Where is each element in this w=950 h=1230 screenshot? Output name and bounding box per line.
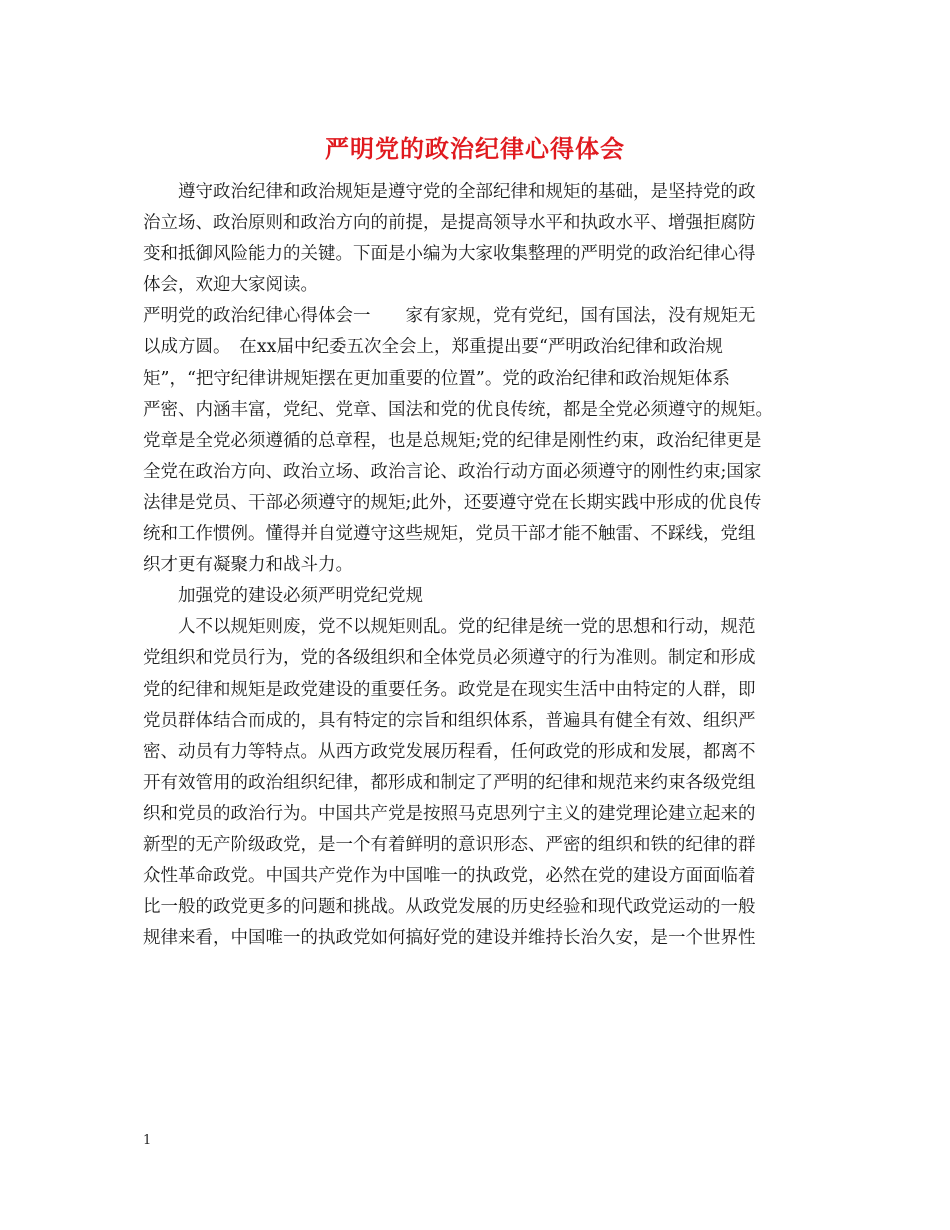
document-body <box>143 177 807 954</box>
text-line: 众性革命政党。中国共产党作为中国唯一的执政党，必然在党的建设方面面临着 <box>143 866 756 887</box>
text-line: 统和工作惯例。懂得并自觉遵守这些规矩，党员干部才能不触雷、不踩线，党组 <box>143 524 756 545</box>
text-line: 治立场、政治原则和政治方向的前提，是提高领导水平和执政水平、增强拒腐防 <box>143 213 756 234</box>
text-line: 人不以规矩则废，党不以规矩则乱。党的纪律是统一党的思想和行动，规范 <box>143 617 756 638</box>
text-line: 密、动员有力等特点。从西方政党发展历程看，任何政党的形成和发展，都离不 <box>143 741 756 762</box>
text-line: 全党在政治方向、政治立场、政治言论、政治行动方面必须遵守的刚性约束;国家 <box>143 461 762 482</box>
text-line: 开有效管用的政治组织纪律，都形成和制定了严明的纪律和规范来约束各级党组 <box>143 772 756 793</box>
text-line: 新型的无产阶级政党，是一个有着鲜明的意识形态、严密的组织和铁的纪律的群 <box>143 834 756 855</box>
text-line: 规律来看，中国唯一的执政党如何搞好党的建设并维持长治久安，是一个世界性 <box>143 928 756 949</box>
text-line: 以成方圆。 在xx届中纪委五次全会上，郑重提出要“严明政治纪律和政治规 <box>143 337 723 358</box>
text-line: 严密、内涵丰富，党纪、党章、国法和党的优良传统，都是全党必须遵守的规矩。 <box>143 399 773 420</box>
text-line: 法律是党员、干部必须遵守的规矩;此外，还要遵守党在长期实践中形成的优良传 <box>143 492 762 513</box>
page-number: 1 <box>143 1133 152 1148</box>
text-line: 变和抵御风险能力的关键。下面是小编为大家收集整理的严明党的政治纪律心得 <box>143 244 756 265</box>
text-line: 严明党的政治纪律心得体会一 家有家规，党有党纪，国有国法，没有规矩无 <box>143 306 756 327</box>
text-line: 党章是全党必须遵循的总章程，也是总规矩;党的纪律是刚性约束，政治纪律更是 <box>143 430 762 451</box>
text-line: 矩”，“把守纪律讲规矩摆在更加重要的位置”。党的政治纪律和政治规矩体系 <box>143 368 730 389</box>
document-title: 严明党的政治纪律心得体会 <box>325 134 625 163</box>
text-line: 织才更有凝聚力和战斗力。 <box>143 555 353 576</box>
text-line: 体会，欢迎大家阅读。 <box>143 275 318 296</box>
section-heading: 加强党的建设必须严明党纪党规 <box>143 586 423 607</box>
text-line: 织和党员的政治行为。中国共产党是按照马克思列宁主义的建党理论建立起来的 <box>143 803 756 824</box>
text-line: 党员群体结合而成的，具有特定的宗旨和组织体系，普遍具有健全有效、组织严 <box>143 710 756 731</box>
text-line: 党的纪律和规矩是政党建设的重要任务。政党是在现实生活中由特定的人群，即 <box>143 679 756 700</box>
text-line: 比一般的政党更多的问题和挑战。从政党发展的历史经验和现代政党运动的一般 <box>143 897 756 918</box>
text-line: 遵守政治纪律和政治规矩是遵守党的全部纪律和规矩的基础，是坚持党的政 <box>143 182 756 202</box>
text-line: 党组织和党员行为，党的各级组织和全体党员必须遵守的行为准则。制定和形成 <box>143 648 756 669</box>
